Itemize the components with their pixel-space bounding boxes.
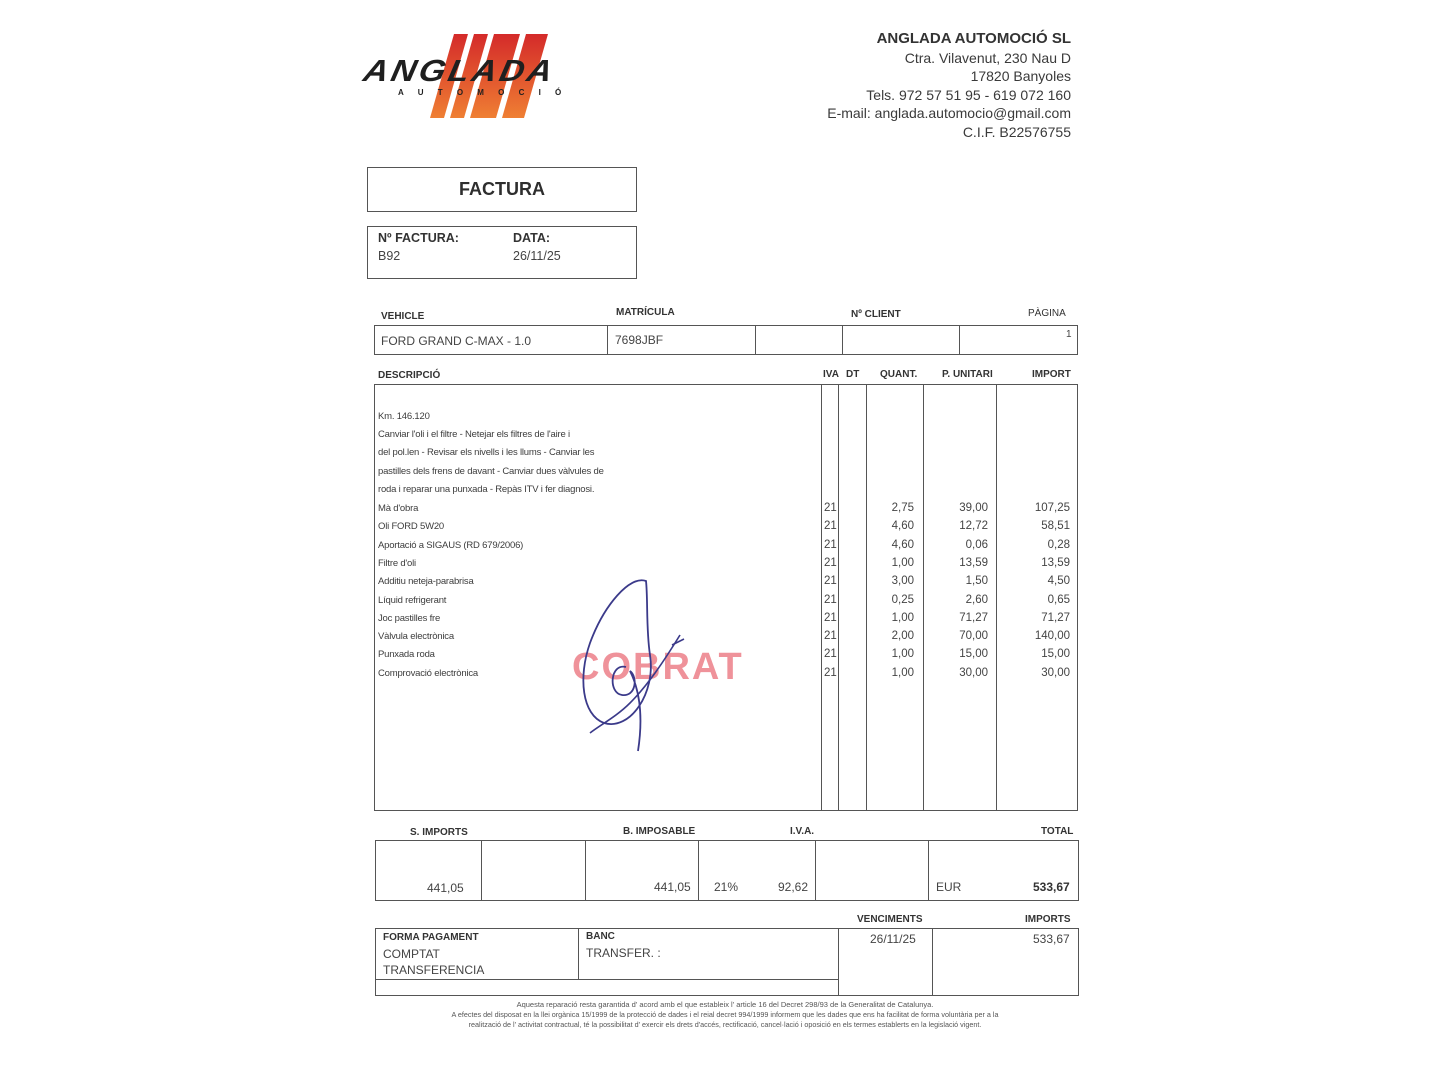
footer-privacy-2: realització de l' activitat contractual, té la possibilitat d' exercir els drets d'accés, rectificació, cancel·lació i oposició en els termes establerts en la legislació vigent. — [468, 1020, 982, 1029]
item-description: Aportació a SIGAUS (RD 679/2006) — [378, 540, 524, 551]
total-value: 533,67 — [1033, 880, 1070, 894]
note-line: Km. 146.120 — [378, 411, 430, 422]
handwritten-signature — [560, 575, 744, 755]
item-description: Filtre d'oli — [378, 558, 416, 569]
company-name: ANGLADA AUTOMOCIÓ SL — [876, 30, 1071, 47]
col-header-unit-price: P. UNITARI — [942, 369, 993, 380]
page-value: 1 — [1066, 329, 1072, 340]
item-unit-price: 13,59 — [959, 557, 988, 569]
company-logo — [362, 30, 618, 122]
company-email: E-mail: anglada.automocio@gmail.com — [827, 105, 1071, 121]
item-unit-price: 70,00 — [959, 630, 988, 642]
col-header-description: DESCRIPCIÓ — [378, 370, 441, 381]
note-line: roda i reparar una punxada - Repàs ITV i fer diagnosi. — [378, 484, 595, 495]
item-amount: 4,50 — [1047, 575, 1070, 587]
item-qty: 1,00 — [891, 612, 914, 624]
item-unit-price: 0,06 — [965, 539, 988, 551]
paid-stamp: COBRAT — [572, 646, 744, 688]
sum-value: 441,05 — [427, 881, 464, 895]
item-vat: 21 — [824, 502, 837, 514]
bank-value: TRANSFER. : — [586, 946, 661, 960]
note-line: del pol.len - Revisar els nivells i les llums - Canviar les — [378, 447, 595, 458]
company-city: 17820 Banyoles — [970, 68, 1071, 84]
item-amount: 0,65 — [1047, 594, 1070, 606]
doc-title-box — [367, 167, 637, 212]
col-header-qty: QUANT. — [880, 369, 918, 380]
plate-value: 7698JBF — [615, 333, 664, 347]
item-description: Additiu neteja-parabrisa — [378, 576, 474, 587]
item-unit-price: 12,72 — [959, 520, 988, 532]
bank-label: BANC — [586, 931, 615, 942]
item-vat: 21 — [824, 648, 837, 660]
plate-label: MATRÍCULA — [616, 307, 675, 318]
logo-subtext: A U T O M O C I Ó — [398, 88, 568, 97]
company-address: Ctra. Vilavenut, 230 Nau D — [904, 49, 1071, 66]
due-label: VENCIMENTS — [857, 914, 923, 925]
item-amount: 30,00 — [1041, 667, 1070, 679]
item-vat: 21 — [824, 594, 837, 606]
item-vat: 21 — [824, 520, 837, 532]
footer-warranty: Aquesta reparació resta garantida d' acord amb el que estableix l' article 16 del Decret 298/93 de la Generalitat de Catalunya. — [516, 1000, 934, 1009]
logo-wordmark: ANGLADA — [360, 53, 559, 89]
company-phones: Tels. 972 57 51 95 - 619 072 160 — [866, 86, 1071, 103]
item-qty: 2,75 — [891, 502, 914, 514]
item-amount: 140,00 — [1034, 630, 1070, 642]
payment-method-label: FORMA PAGAMENT — [383, 932, 479, 943]
item-qty: 4,60 — [891, 520, 914, 532]
due-date: 26/11/25 — [870, 932, 916, 946]
col-header-amount: IMPORT — [1032, 369, 1071, 380]
invoice-date-label: DATA: — [513, 231, 551, 245]
item-vat: 21 — [824, 630, 837, 642]
item-description: Punxada roda — [378, 649, 435, 660]
vat-amount: 92,62 — [778, 880, 809, 894]
base-value: 441,05 — [654, 880, 691, 894]
item-vat: 21 — [824, 612, 837, 624]
item-amount: 0,28 — [1047, 539, 1070, 551]
payment-method-2: TRANSFERENCIA — [383, 963, 485, 977]
item-amount: 107,25 — [1034, 502, 1070, 514]
col-header-vat: IVA — [823, 369, 839, 380]
item-vat: 21 — [824, 557, 837, 569]
item-description: Comprovació electrònica — [378, 668, 478, 679]
vat-rate: 21% — [714, 880, 739, 894]
base-label: B. IMPOSABLE — [623, 826, 696, 837]
item-qty: 1,00 — [891, 648, 914, 660]
item-unit-price: 1,50 — [965, 575, 988, 587]
item-unit-price: 30,00 — [959, 667, 988, 679]
page-label: PÀGINA — [1028, 308, 1066, 319]
item-unit-price: 71,27 — [959, 612, 988, 624]
invoice-date: 26/11/25 — [513, 249, 561, 263]
invoice-number-label: Nº FACTURA: — [378, 231, 459, 245]
total-label: TOTAL — [1041, 826, 1074, 837]
doc-title: FACTURA — [459, 179, 545, 199]
item-amount: 58,51 — [1041, 520, 1070, 532]
item-vat: 21 — [824, 539, 837, 551]
item-amount: 15,00 — [1041, 648, 1070, 660]
item-qty: 1,00 — [891, 557, 914, 569]
item-unit-price: 2,60 — [965, 594, 988, 606]
due-amount: 533,67 — [1033, 932, 1070, 946]
company-info — [771, 30, 1071, 141]
item-qty: 2,00 — [891, 630, 914, 642]
item-unit-price: 39,00 — [959, 502, 988, 514]
note-line: pastilles dels frens de davant - Canviar dues vàlvules de — [378, 466, 604, 477]
item-qty: 1,00 — [891, 667, 914, 679]
item-amount: 71,27 — [1041, 612, 1070, 624]
item-description: Vàlvula electrònica — [378, 631, 454, 642]
payment-box — [375, 928, 1079, 996]
item-description: Mà d'obra — [378, 503, 419, 514]
item-vat: 21 — [824, 575, 837, 587]
company-cif: C.I.F. B22576755 — [962, 123, 1071, 140]
vehicle-value: FORD GRAND C-MAX - 1.0 — [381, 334, 532, 348]
item-vat: 21 — [824, 667, 837, 679]
item-qty: 0,25 — [891, 594, 914, 606]
item-qty: 4,60 — [891, 539, 914, 551]
item-unit-price: 15,00 — [959, 648, 988, 660]
payment-method-1: COMPTAT — [383, 947, 440, 961]
currency: EUR — [936, 880, 962, 894]
item-qty: 3,00 — [891, 575, 914, 587]
item-amount: 13,59 — [1041, 557, 1070, 569]
sum-label: S. IMPORTS — [410, 827, 468, 838]
item-description: Joc pastilles fre — [378, 613, 441, 624]
invoice-number: B92 — [378, 249, 401, 263]
item-description: Oli FORD 5W20 — [378, 521, 445, 532]
col-header-discount: DT — [846, 369, 860, 380]
vat-label: I.V.A. — [790, 826, 815, 837]
amounts-label: IMPORTS — [1025, 914, 1071, 925]
client-label: Nº CLIENT — [851, 309, 901, 320]
vehicle-label: VEHICLE — [381, 311, 425, 322]
item-description: Líquid refrigerant — [378, 595, 447, 606]
note-line: Canviar l'oli i el filtre - Netejar els filtres de l'aire i — [378, 429, 570, 440]
footer-privacy-1: A efectes del disposat en la llei orgànica 15/1999 de la protecció de dades i el reial decret 994/1999 informem que les dades que ens ha facilitat de forma voluntària per a la — [451, 1010, 999, 1019]
